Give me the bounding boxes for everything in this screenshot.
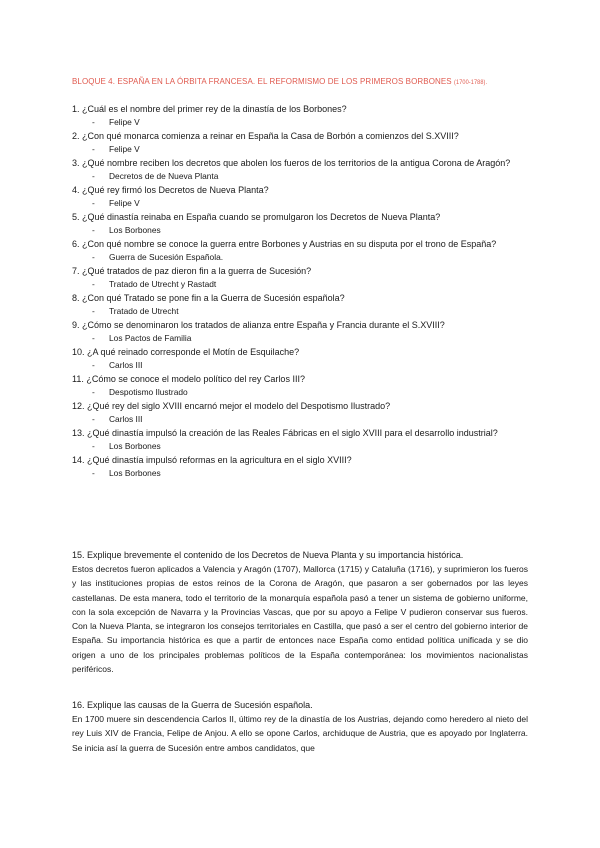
- answer-bullet: -: [92, 252, 95, 263]
- essay-question: 15. Explique brevemente el contenido de los Decretos de Nueva Planta y su importancia histórica.: [72, 550, 464, 560]
- answer-bullet: -: [92, 279, 95, 290]
- answer-bullet: -: [92, 333, 95, 344]
- essay-15: [72, 548, 528, 676]
- answer-text: Decretos de de Nueva Planta: [109, 171, 219, 182]
- essay-question: 16. Explique las causas de la Guerra de Sucesión española.: [72, 700, 313, 710]
- question: 12. ¿Qué rey del siglo XVIII encarnó mejor el modelo del Despotismo Ilustrado?: [72, 401, 391, 411]
- answer-bullet: -: [92, 441, 95, 452]
- question: 8. ¿Con qué Tratado se pone fin a la Guerra de Sucesión española?: [72, 293, 345, 303]
- answer: [72, 440, 532, 454]
- question: 1. ¿Cuál es el nombre del primer rey de la dinastía de los Borbones?: [72, 104, 347, 114]
- answer-text: Carlos III: [109, 360, 143, 371]
- question: 9. ¿Cómo se denominaron los tratados de alianza entre España y Francia durante el S.XVIII?: [72, 320, 445, 330]
- answer: [72, 305, 532, 319]
- question: 4. ¿Qué rey firmó los Decretos de Nueva Planta?: [72, 185, 269, 195]
- question: 11. ¿Cómo se conoce el modelo político del rey Carlos III?: [72, 374, 305, 384]
- question: 14. ¿Qué dinastía impulsó reformas en la agricultura en el siglo XVIII?: [72, 455, 352, 465]
- answer-text: Felipe V: [109, 198, 140, 209]
- answer-text: Los Pactos de Familia: [109, 333, 192, 344]
- answer-text: Los Borbones: [109, 441, 161, 452]
- answer-bullet: -: [92, 225, 95, 236]
- question: 5. ¿Qué dinastía reinaba en España cuando se promulgaron los Decretos de Nueva Planta?: [72, 212, 441, 222]
- answer-bullet: -: [92, 171, 95, 182]
- answer-text: Guerra de Sucesión Española.: [109, 252, 224, 263]
- question-list: [72, 103, 532, 481]
- answer-text: Tratado de Utrecht: [109, 306, 179, 317]
- answer-bullet: -: [92, 117, 95, 128]
- answer-text: Felipe V: [109, 144, 140, 155]
- answer-bullet: -: [92, 198, 95, 209]
- answer: [72, 251, 532, 265]
- answer: [72, 170, 532, 184]
- question: 13. ¿Qué dinastía impulsó la creación de las Reales Fábricas en el siglo XVIII para el desarrollo industrial?: [72, 428, 498, 438]
- answer: [72, 467, 532, 481]
- title-text: BLOQUE 4. ESPAÑA EN LA ÓRBITA FRANCESA. EL REFORMISMO DE LOS PRIMEROS BORBONES: [72, 76, 452, 86]
- answer: [72, 332, 532, 346]
- essay-answer: Estos decretos fueron aplicados a Valencia y Aragón (1707), Mallorca (1715) y Cataluña (1716), y suprimieron los fueros y las instituciones propias de estos reinos de la Corona de Aragón, que pasaron a ser gobernados por las leyes castellanas. De esta manera, todo el territorio de la monarquía española pasó a tener un sistema de gobierno uniforme, con la sola excepción de Navarra y la Provincias Vascas, que por su apoyo a Felipe V pudieron conservar sus fueros. Con la Nueva Planta, se integraron los consejos territoriales en Castilla, que pasó a ser el centro del gobierno interior de España. Su importancia histórica es que a partir de entonces nace España como entidad política unificada y se dio origen a uno de los principales problemas políticos de la España contemporánea: los movimientos nacionalistas periféricos.: [72, 564, 528, 675]
- title-years: (1700-1788).: [454, 80, 488, 86]
- page-title: [72, 76, 500, 86]
- answer: [72, 143, 532, 157]
- answer-bullet: -: [92, 414, 95, 425]
- answer: [72, 386, 532, 400]
- answer-text: Despotismo Ilustrado: [109, 387, 188, 398]
- answer: [72, 413, 532, 427]
- essay-16: [72, 698, 528, 755]
- answer-text: Felipe V: [109, 117, 140, 128]
- answer-text: Los Borbones: [109, 225, 161, 236]
- answer-text: Carlos III: [109, 414, 143, 425]
- answer-bullet: -: [92, 468, 95, 479]
- answer: [72, 197, 532, 211]
- answer-bullet: -: [92, 387, 95, 398]
- answer: [72, 224, 532, 238]
- answer: [72, 359, 532, 373]
- question: 7. ¿Qué tratados de paz dieron fin a la guerra de Sucesión?: [72, 266, 312, 276]
- essay-answer: En 1700 muere sin descendencia Carlos II, último rey de la dinastía de los Austrias, dejando como heredero al nieto del rey Luis XIV de Francia, Felipe de Anjou. A ello se opone Carlos, archiduque de Austria, que es apoyado por Inglaterra. Se inicia así la guerra de Sucesión entre ambos candidatos, que: [72, 714, 528, 753]
- question: 3. ¿Qué nombre reciben los decretos que abolen los fueros de los territorios de la antigua Corona de Aragón?: [72, 158, 511, 168]
- question: 2. ¿Con qué monarca comienza a reinar en España la Casa de Borbón a comienzos del S.XVIII?: [72, 131, 459, 141]
- answer-bullet: -: [92, 360, 95, 371]
- answer: [72, 278, 532, 292]
- answer-bullet: -: [92, 144, 95, 155]
- answer-text: Tratado de Utrecht y Rastadt: [109, 279, 217, 290]
- answer: [72, 116, 532, 130]
- question: 10. ¿A qué reinado corresponde el Motín de Esquilache?: [72, 347, 300, 357]
- answer-text: Los Borbones: [109, 468, 161, 479]
- answer-bullet: -: [92, 306, 95, 317]
- question: 6. ¿Con qué nombre se conoce la guerra entre Borbones y Austrias en su disputa por el trono de España?: [72, 239, 497, 249]
